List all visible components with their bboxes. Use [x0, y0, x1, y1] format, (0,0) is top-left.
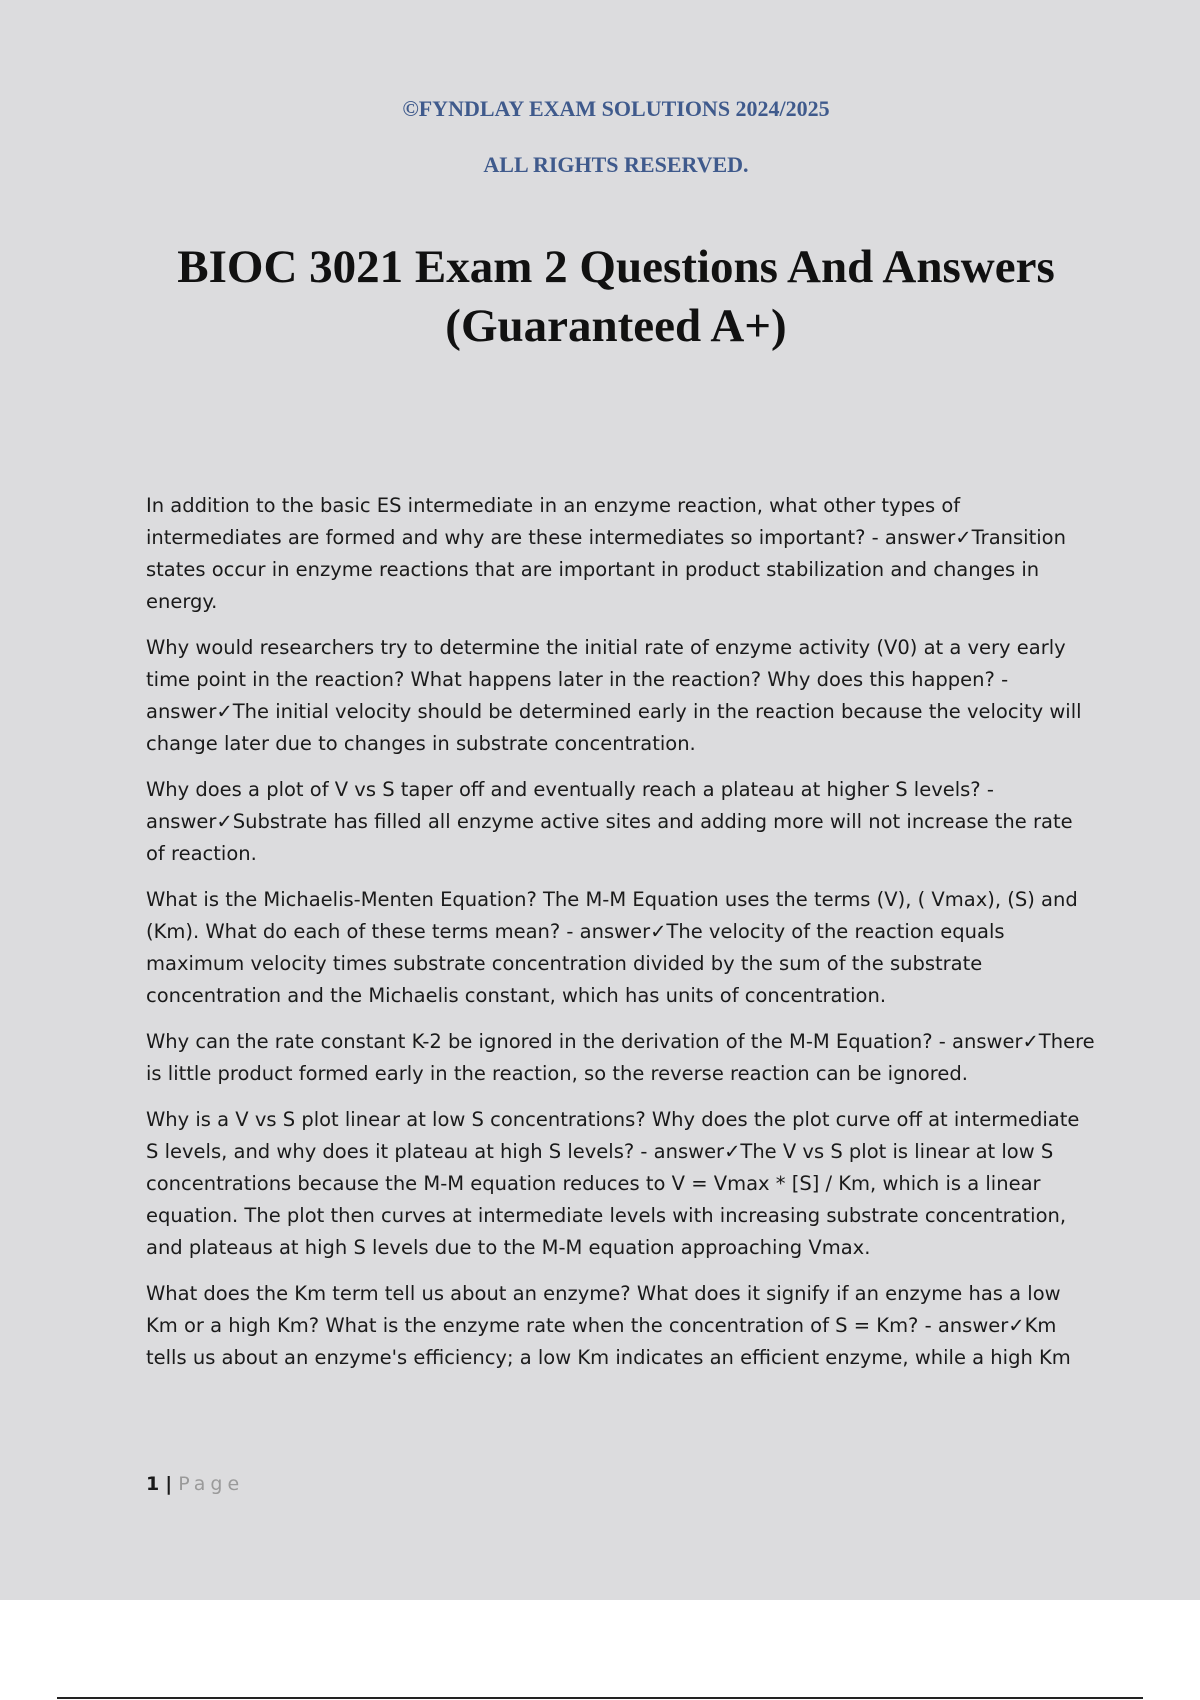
question-answer-list	[146, 490, 1096, 1388]
qa-item: Why is a V vs S plot linear at low S concentrations? Why does the plot curve off at intermediate S levels, and why does it plateau at high S levels? - answer✓The V vs S plot is linear at low S concentrations because the M-M equation reduces to V = Vmax * [S] / Km, which is a linear equation. The plot then curves at intermediate levels with increasing substrate concentration, and plateaus at high S levels due to the M-M equation approaching Vmax.	[146, 1108, 1080, 1259]
qa-item: Why would researchers try to determine the initial rate of enzyme activity (V0) at a very early time point in the reaction? What happens later in the reaction? Why does this happen? - answer✓The initial velocity should be determined early in the reaction because the velocity will change later due to changes in substrate concentration.	[146, 636, 1082, 755]
copyright-notice: ©FYNDLAY EXAM SOLUTIONS 2024/2025	[402, 96, 830, 121]
document-title	[100, 238, 1132, 356]
rights-reserved-notice: ALL RIGHTS RESERVED.	[483, 152, 749, 177]
title-line-2: (Guaranteed A+)	[445, 300, 787, 352]
page-footer	[146, 1473, 244, 1495]
qa-item: What is the Michaelis-Menten Equation? The M-M Equation uses the terms (V), ( Vmax), (S) and (Km). What do each of these terms mean? - answer✓The velocity of the reaction equals maximum velocity times substrate concentration divided by the sum of the substrate concentration and the Michaelis constant, which has units of concentration.	[146, 888, 1078, 1007]
page-label: Page	[178, 1473, 245, 1495]
page-number: 1	[146, 1473, 160, 1495]
title-line-1: BIOC 3021 Exam 2 Questions And Answers	[177, 241, 1055, 293]
qa-item: Why can the rate constant K-2 be ignored in the derivation of the M-M Equation? - answer✓There is little product formed early in the reaction, so the reverse reaction can be ignored.	[146, 1030, 1095, 1085]
next-page-divider	[57, 1697, 1143, 1699]
qa-item: Why does a plot of V vs S taper off and eventually reach a plateau at higher S levels? - answer✓Substrate has filled all enzyme active sites and adding more will not increase the rate of reaction.	[146, 778, 1073, 865]
qa-item: In addition to the basic ES intermediate in an enzyme reaction, what other types of intermediates are formed and why are these intermediates so important? - answer✓Transition states occur in enzyme reactions that are important in product stabilization and changes in energy.	[146, 494, 1066, 613]
footer-separator: |	[165, 1473, 173, 1495]
qa-item: What does the Km term tell us about an enzyme? What does it signify if an enzyme has a low Km or a high Km? What is the enzyme rate when the concentration of S = Km? - answer✓Km tells us about an enzyme's efficiency; a low Km indicates an efficient enzyme, while a high Km	[146, 1282, 1071, 1369]
